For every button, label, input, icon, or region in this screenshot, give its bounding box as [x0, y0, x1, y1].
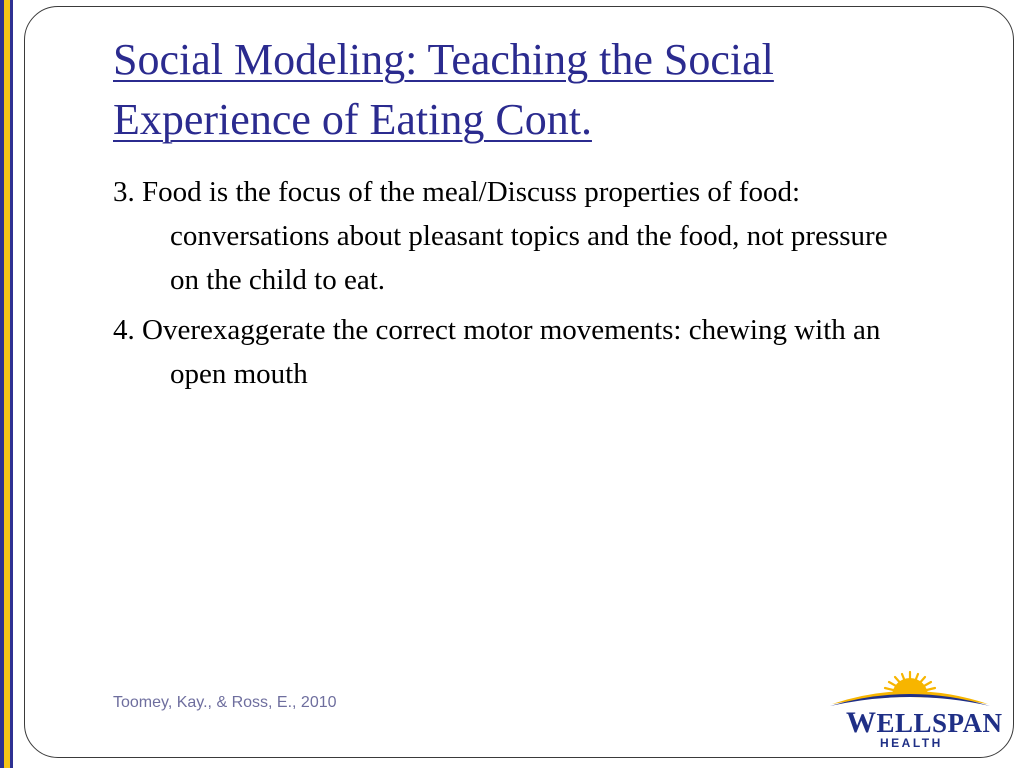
wellspan-logo — [826, 666, 1003, 756]
slide-title — [113, 30, 973, 150]
bullet-point-3: 3. Food is the focus of the meal/Discuss properties of food: conversations about pleasant topics and the food, not pressure on the child to eat. — [113, 176, 888, 296]
logo-wordmark: WELLSPAN — [846, 706, 1003, 739]
left-stripe-blue-inner — [10, 0, 13, 768]
citation: Toomey, Kay., & Ross, E., 2010 — [113, 694, 337, 711]
bullet-list — [113, 170, 913, 402]
bullet-point-4: 4. Overexaggerate the correct motor movements: chewing with an open mouth — [113, 314, 881, 390]
slide-title-text: Social Modeling: Teaching the Social Experience of Eating Cont. — [113, 35, 774, 144]
logo-subtitle: HEALTH — [880, 736, 943, 750]
